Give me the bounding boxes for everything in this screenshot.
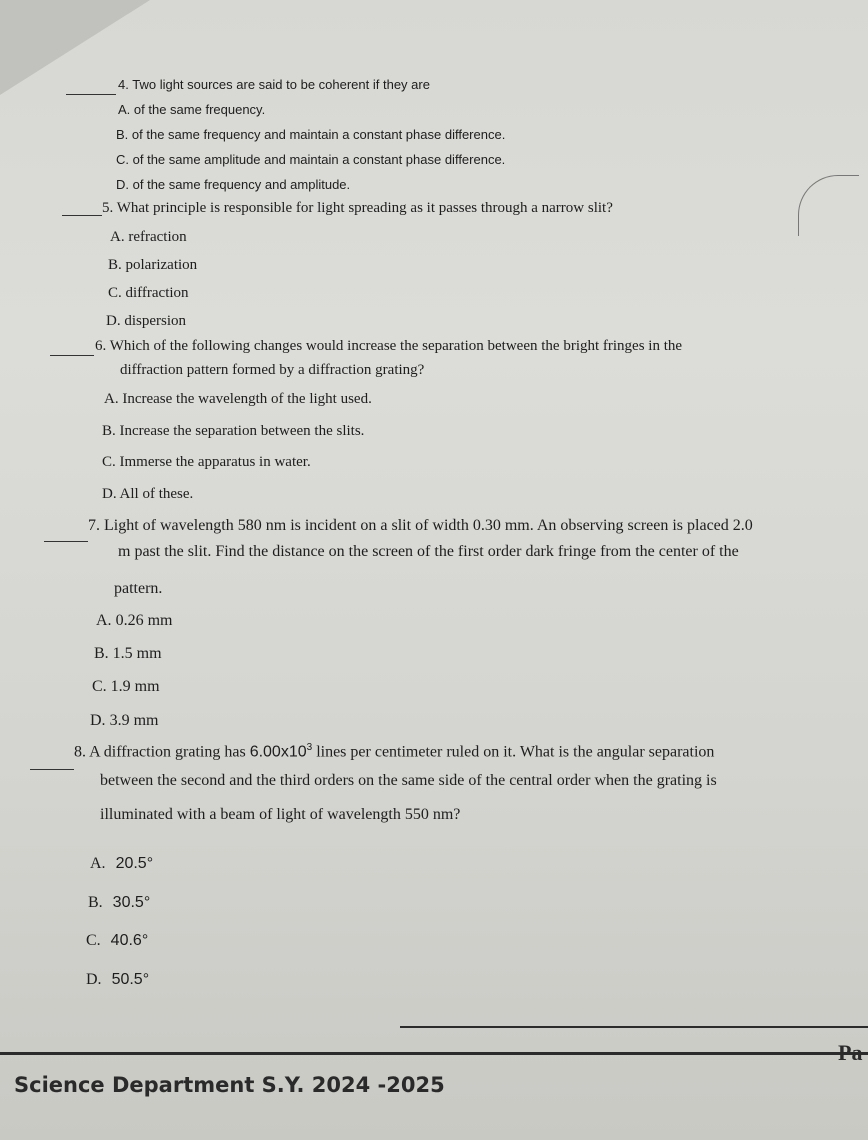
- option-letter: D.: [86, 971, 102, 988]
- option-text: Immerse the apparatus in water.: [119, 454, 311, 470]
- footer-rule-upper: [400, 1026, 868, 1028]
- option-text: polarization: [125, 257, 198, 273]
- option-text: of the same frequency.: [133, 102, 266, 117]
- margin-pencil-mark: [798, 175, 859, 236]
- question-4-stem: [118, 77, 430, 92]
- option-5c[interactable]: [108, 285, 189, 302]
- question-text: Two light sources are said to be coherent if they are: [132, 77, 430, 92]
- option-text: 20.5°: [115, 855, 154, 872]
- option-letter: C.: [116, 152, 129, 167]
- question-6-stem-line-2: diffraction pattern formed by a diffraction grating?: [120, 362, 425, 378]
- option-text: 40.6°: [110, 932, 149, 949]
- option-6c[interactable]: [102, 454, 311, 471]
- option-text: dispersion: [124, 313, 187, 329]
- option-7b[interactable]: [94, 645, 162, 663]
- question-text: Light of wavelength 580 nm is incident on a slit of width 0.30 mm. An observing screen is placed 2.0: [104, 517, 753, 534]
- question-text: lines per centimeter ruled on it. What is the angular separation: [312, 743, 715, 761]
- option-6a[interactable]: [104, 391, 372, 408]
- footer-rule: [0, 1052, 868, 1055]
- option-text: 3.9 mm: [109, 712, 159, 729]
- option-letter: B.: [116, 127, 129, 142]
- question-7-stem-line-3: pattern.: [114, 580, 163, 597]
- answer-blank-8[interactable]: [30, 769, 74, 770]
- question-text: What principle is responsible for light spreading as it passes through a narrow slit?: [116, 200, 613, 216]
- option-text: of the same frequency and maintain a constant phase difference.: [131, 127, 506, 142]
- option-6d[interactable]: [102, 486, 193, 503]
- option-text: refraction: [128, 229, 187, 245]
- option-8c[interactable]: [86, 932, 148, 950]
- option-letter: B.: [108, 257, 122, 273]
- option-text: Increase the separation between the slits.: [119, 423, 365, 439]
- option-letter: A.: [90, 855, 106, 872]
- option-letter: A.: [118, 102, 131, 117]
- question-number: 6.: [95, 338, 107, 354]
- option-letter: C.: [108, 285, 122, 301]
- question-6-stem-line-1: [95, 338, 682, 355]
- option-letter: A.: [104, 391, 119, 407]
- option-text: of the same amplitude and maintain a constant phase difference.: [132, 152, 506, 167]
- question-7-stem-line-2: m past the slit. Find the distance on the screen of the first order dark fringe from the center of the: [118, 543, 739, 560]
- option-4d[interactable]: [116, 177, 350, 192]
- question-8-stem-line-1: [74, 742, 714, 761]
- option-text: 1.9 mm: [110, 678, 160, 695]
- option-4a[interactable]: [118, 102, 265, 117]
- option-text: 1.5 mm: [112, 645, 162, 662]
- option-4c[interactable]: [116, 152, 505, 167]
- option-letter: D.: [116, 177, 129, 192]
- question-8-stem-line-2: between the second and the third orders on the same side of the central order when the grating is: [100, 772, 717, 789]
- option-letter: C.: [86, 932, 101, 949]
- question-text: Which of the following changes would increase the separation between the bright fringes in the: [109, 338, 683, 354]
- option-6b[interactable]: [102, 423, 364, 440]
- option-8d[interactable]: [86, 971, 149, 989]
- option-7a[interactable]: [96, 612, 172, 630]
- question-5-stem: [102, 200, 613, 217]
- option-letter: C.: [102, 454, 116, 470]
- question-text: A diffraction grating has: [89, 743, 250, 761]
- option-letter: C.: [92, 678, 107, 695]
- answer-blank-5[interactable]: [62, 215, 102, 216]
- option-letter: A.: [96, 612, 112, 629]
- exponent: 3: [306, 742, 313, 753]
- option-7d[interactable]: [90, 712, 158, 730]
- option-text: diffraction: [125, 285, 189, 301]
- option-letter: A.: [110, 229, 125, 245]
- option-letter: D.: [102, 486, 117, 502]
- footer-department: Science Department S.Y. 2024 -2025: [14, 1073, 445, 1097]
- option-text: of the same frequency and amplitude.: [132, 177, 351, 192]
- option-5d[interactable]: [106, 313, 186, 330]
- option-text: All of these.: [119, 486, 194, 502]
- option-text: 30.5°: [112, 894, 151, 911]
- question-8-stem-line-3: illuminated with a beam of light of wavelength 550 nm?: [100, 806, 461, 823]
- question-number: 4.: [118, 77, 129, 92]
- question-7-stem-line-1: [88, 517, 753, 535]
- option-text: Increase the wavelength of the light used.: [122, 391, 372, 407]
- answer-blank-6[interactable]: [50, 355, 94, 356]
- option-5a[interactable]: [110, 229, 187, 246]
- option-5b[interactable]: [108, 257, 197, 274]
- option-8a[interactable]: [90, 855, 153, 873]
- answer-blank-4[interactable]: [66, 94, 116, 95]
- page-number-fragment: Pa: [838, 1040, 863, 1065]
- option-letter: D.: [90, 712, 106, 729]
- question-number: 8.: [74, 743, 86, 761]
- option-text: 0.26 mm: [115, 612, 173, 629]
- option-7c[interactable]: [92, 678, 160, 696]
- question-number: 7.: [88, 517, 100, 534]
- option-text: 50.5°: [111, 971, 150, 988]
- option-8b[interactable]: [88, 894, 150, 912]
- option-4b[interactable]: [116, 127, 505, 142]
- answer-blank-7[interactable]: [44, 541, 88, 542]
- option-letter: B.: [94, 645, 109, 662]
- option-letter: B.: [88, 894, 103, 911]
- lines-per-cm-value: 6.00x10: [249, 743, 307, 761]
- option-letter: B.: [102, 423, 116, 439]
- option-letter: D.: [106, 313, 121, 329]
- question-number: 5.: [102, 200, 114, 216]
